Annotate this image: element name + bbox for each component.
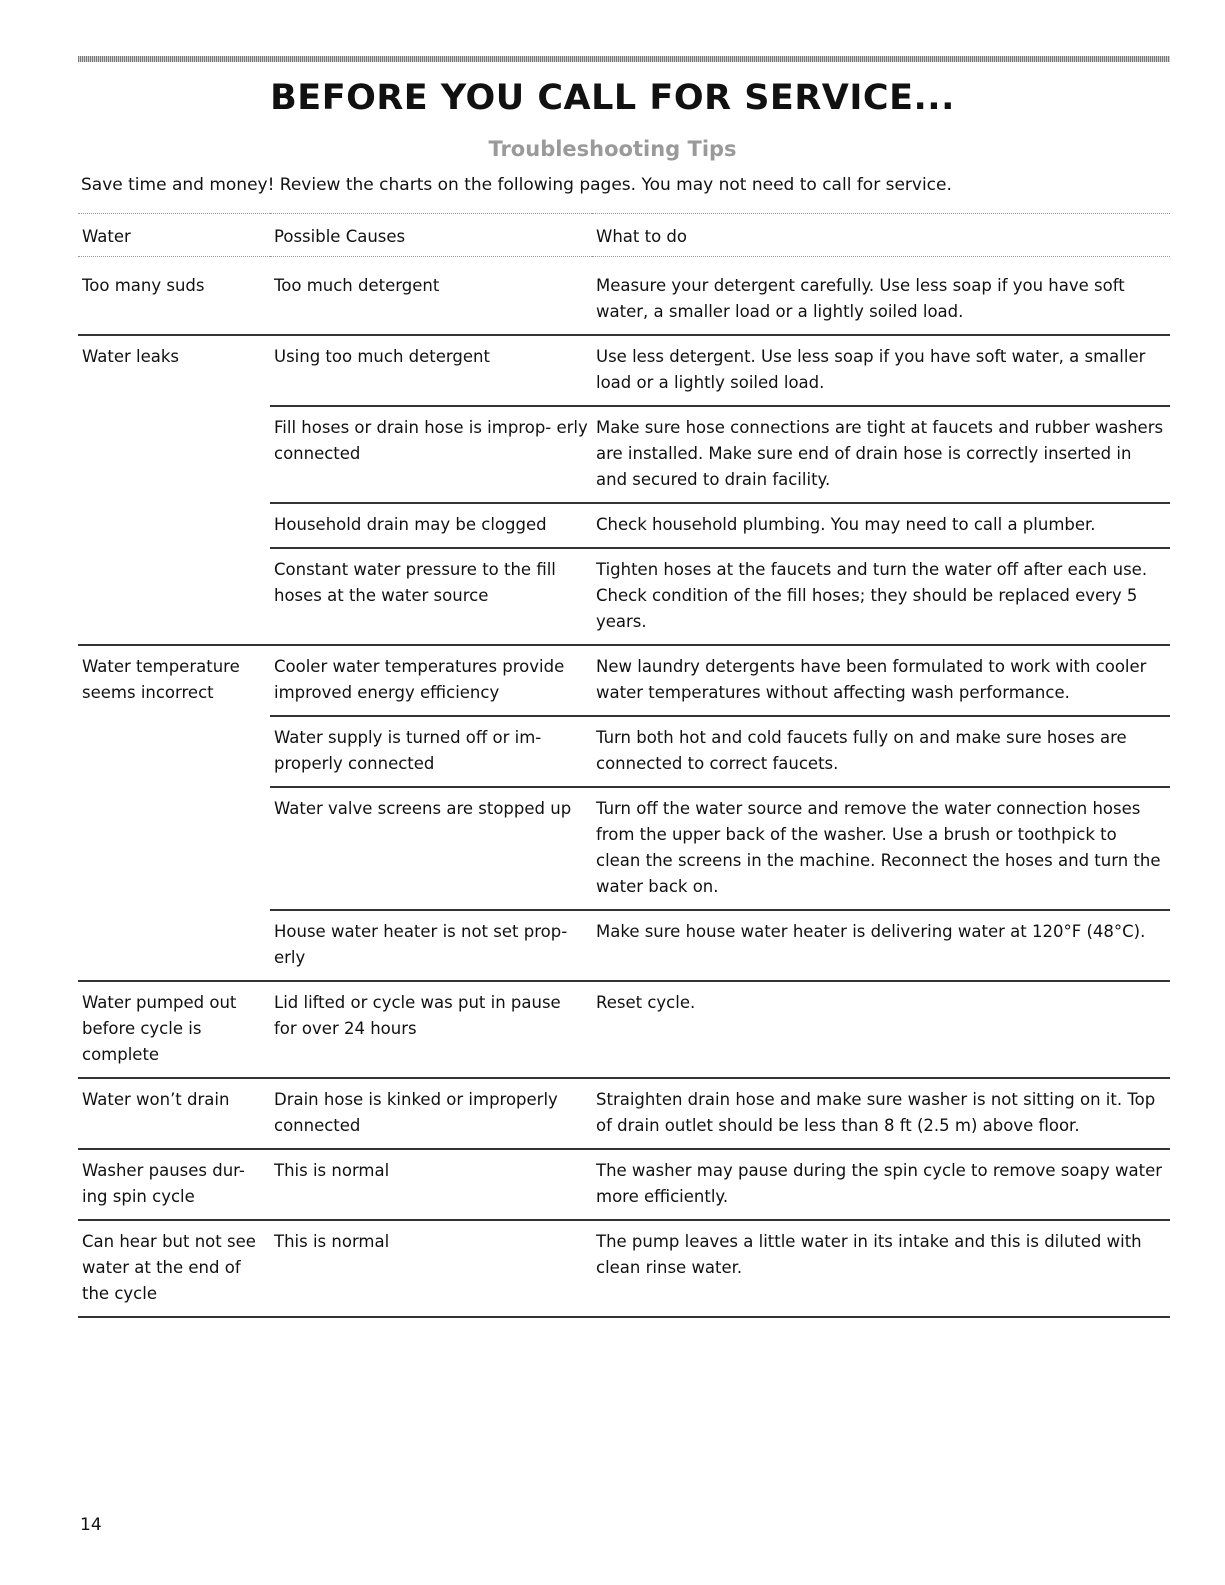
- action-cell: Straighten drain hose and make sure washer is not sitting on it. Top of drain outlet should be less than 8 ft (2.5 m) above floor.: [592, 1078, 1170, 1149]
- action-cell: Make sure house water heater is delivering water at 120°F (48°C).: [592, 910, 1170, 981]
- action-cell: Turn off the water source and remove the water connection hoses from the upper back of the washer. Use a brush or toothpick to clean the screens in the machine. Reconnect the hoses and turn the water back on.: [592, 787, 1170, 910]
- problem-cell: [78, 910, 270, 981]
- problem-cell: Water won’t drain: [78, 1078, 270, 1149]
- intro-text: Save time and money! Review the charts on the following pages. You may not need to call for service.: [81, 175, 952, 195]
- table-row: [78, 406, 1170, 503]
- action-cell: The pump leaves a little water in its intake and this is diluted with clean rinse water.: [592, 1220, 1170, 1317]
- cause-cell: House water heater is not set prop- erly: [270, 910, 592, 981]
- table-row: [78, 1078, 1170, 1149]
- table-row: [78, 335, 1170, 406]
- problem-cell: [78, 406, 270, 503]
- top-decorative-bar: [78, 56, 1170, 62]
- cause-cell: Cooler water temperatures provide improved energy efficiency: [270, 645, 592, 716]
- problem-cell: [78, 716, 270, 787]
- page-number: 14: [80, 1515, 102, 1535]
- cause-cell: Fill hoses or drain hose is improp- erly connected: [270, 406, 592, 503]
- cause-cell: This is normal: [270, 1220, 592, 1317]
- table-header-row: [78, 214, 1170, 257]
- cause-cell: Drain hose is kinked or improperly connected: [270, 1078, 592, 1149]
- cause-cell: Water valve screens are stopped up: [270, 787, 592, 910]
- action-cell: Turn both hot and cold faucets fully on and make sure hoses are connected to correct faucets.: [592, 716, 1170, 787]
- table-row: [78, 787, 1170, 910]
- table-row: [78, 1149, 1170, 1220]
- cause-cell: Household drain may be clogged: [270, 503, 592, 548]
- action-cell: Use less detergent. Use less soap if you have soft water, a smaller load or a lightly soiled load.: [592, 335, 1170, 406]
- problem-cell: Water leaks: [78, 335, 270, 406]
- page-subtitle: Troubleshooting Tips: [488, 137, 737, 161]
- problem-cell: [78, 787, 270, 910]
- page-title: BEFORE YOU CALL FOR SERVICE...: [270, 78, 955, 118]
- table-row: [78, 645, 1170, 716]
- table-row: [78, 716, 1170, 787]
- problem-cell: [78, 503, 270, 548]
- table-row: [78, 910, 1170, 981]
- action-cell: Measure your detergent carefully. Use less soap if you have soft water, a smaller load or a lightly soiled load.: [596, 276, 1125, 321]
- problem-cell: Too many suds: [82, 276, 205, 295]
- problem-cell: Water pumped out before cycle is complete: [78, 981, 270, 1078]
- action-cell: The washer may pause during the spin cycle to remove soapy water more efficiently.: [592, 1149, 1170, 1220]
- cause-cell: Constant water pressure to the fill hoses at the water source: [270, 548, 592, 645]
- table-row: [78, 981, 1170, 1078]
- column-header-problem: Water: [78, 214, 270, 257]
- action-cell: Reset cycle.: [592, 981, 1170, 1078]
- table-row: [78, 257, 1170, 336]
- table-row: [78, 1220, 1170, 1317]
- problem-cell: Can hear but not see water at the end of the cycle: [78, 1220, 270, 1317]
- action-cell: New laundry detergents have been formulated to work with cooler water temperatures without affecting wash performance.: [592, 645, 1170, 716]
- action-cell: Check household plumbing. You may need to call a plumber.: [592, 503, 1170, 548]
- cause-cell: This is normal: [270, 1149, 592, 1220]
- problem-cell: Water temperature seems incorrect: [78, 645, 270, 716]
- table-row: [78, 548, 1170, 645]
- action-cell: Tighten hoses at the faucets and turn the water off after each use. Check condition of the fill hoses; they should be replaced every 5 years.: [592, 548, 1170, 645]
- cause-cell: Too much detergent: [274, 276, 440, 295]
- column-header-causes: Possible Causes: [270, 214, 592, 257]
- problem-cell: [78, 548, 270, 645]
- action-cell: Make sure hose connections are tight at faucets and rubber washers are installed. Make sure end of drain hose is correctly inserted in and secured to drain facility.: [592, 406, 1170, 503]
- cause-cell: Using too much detergent: [270, 335, 592, 406]
- troubleshooting-table: [78, 213, 1170, 1318]
- table-row: [78, 503, 1170, 548]
- column-header-action: What to do: [592, 214, 1170, 257]
- cause-cell: Water supply is turned off or im- properly connected: [270, 716, 592, 787]
- problem-cell: Washer pauses dur- ing spin cycle: [78, 1149, 270, 1220]
- cause-cell: Lid lifted or cycle was put in pause for over 24 hours: [270, 981, 592, 1078]
